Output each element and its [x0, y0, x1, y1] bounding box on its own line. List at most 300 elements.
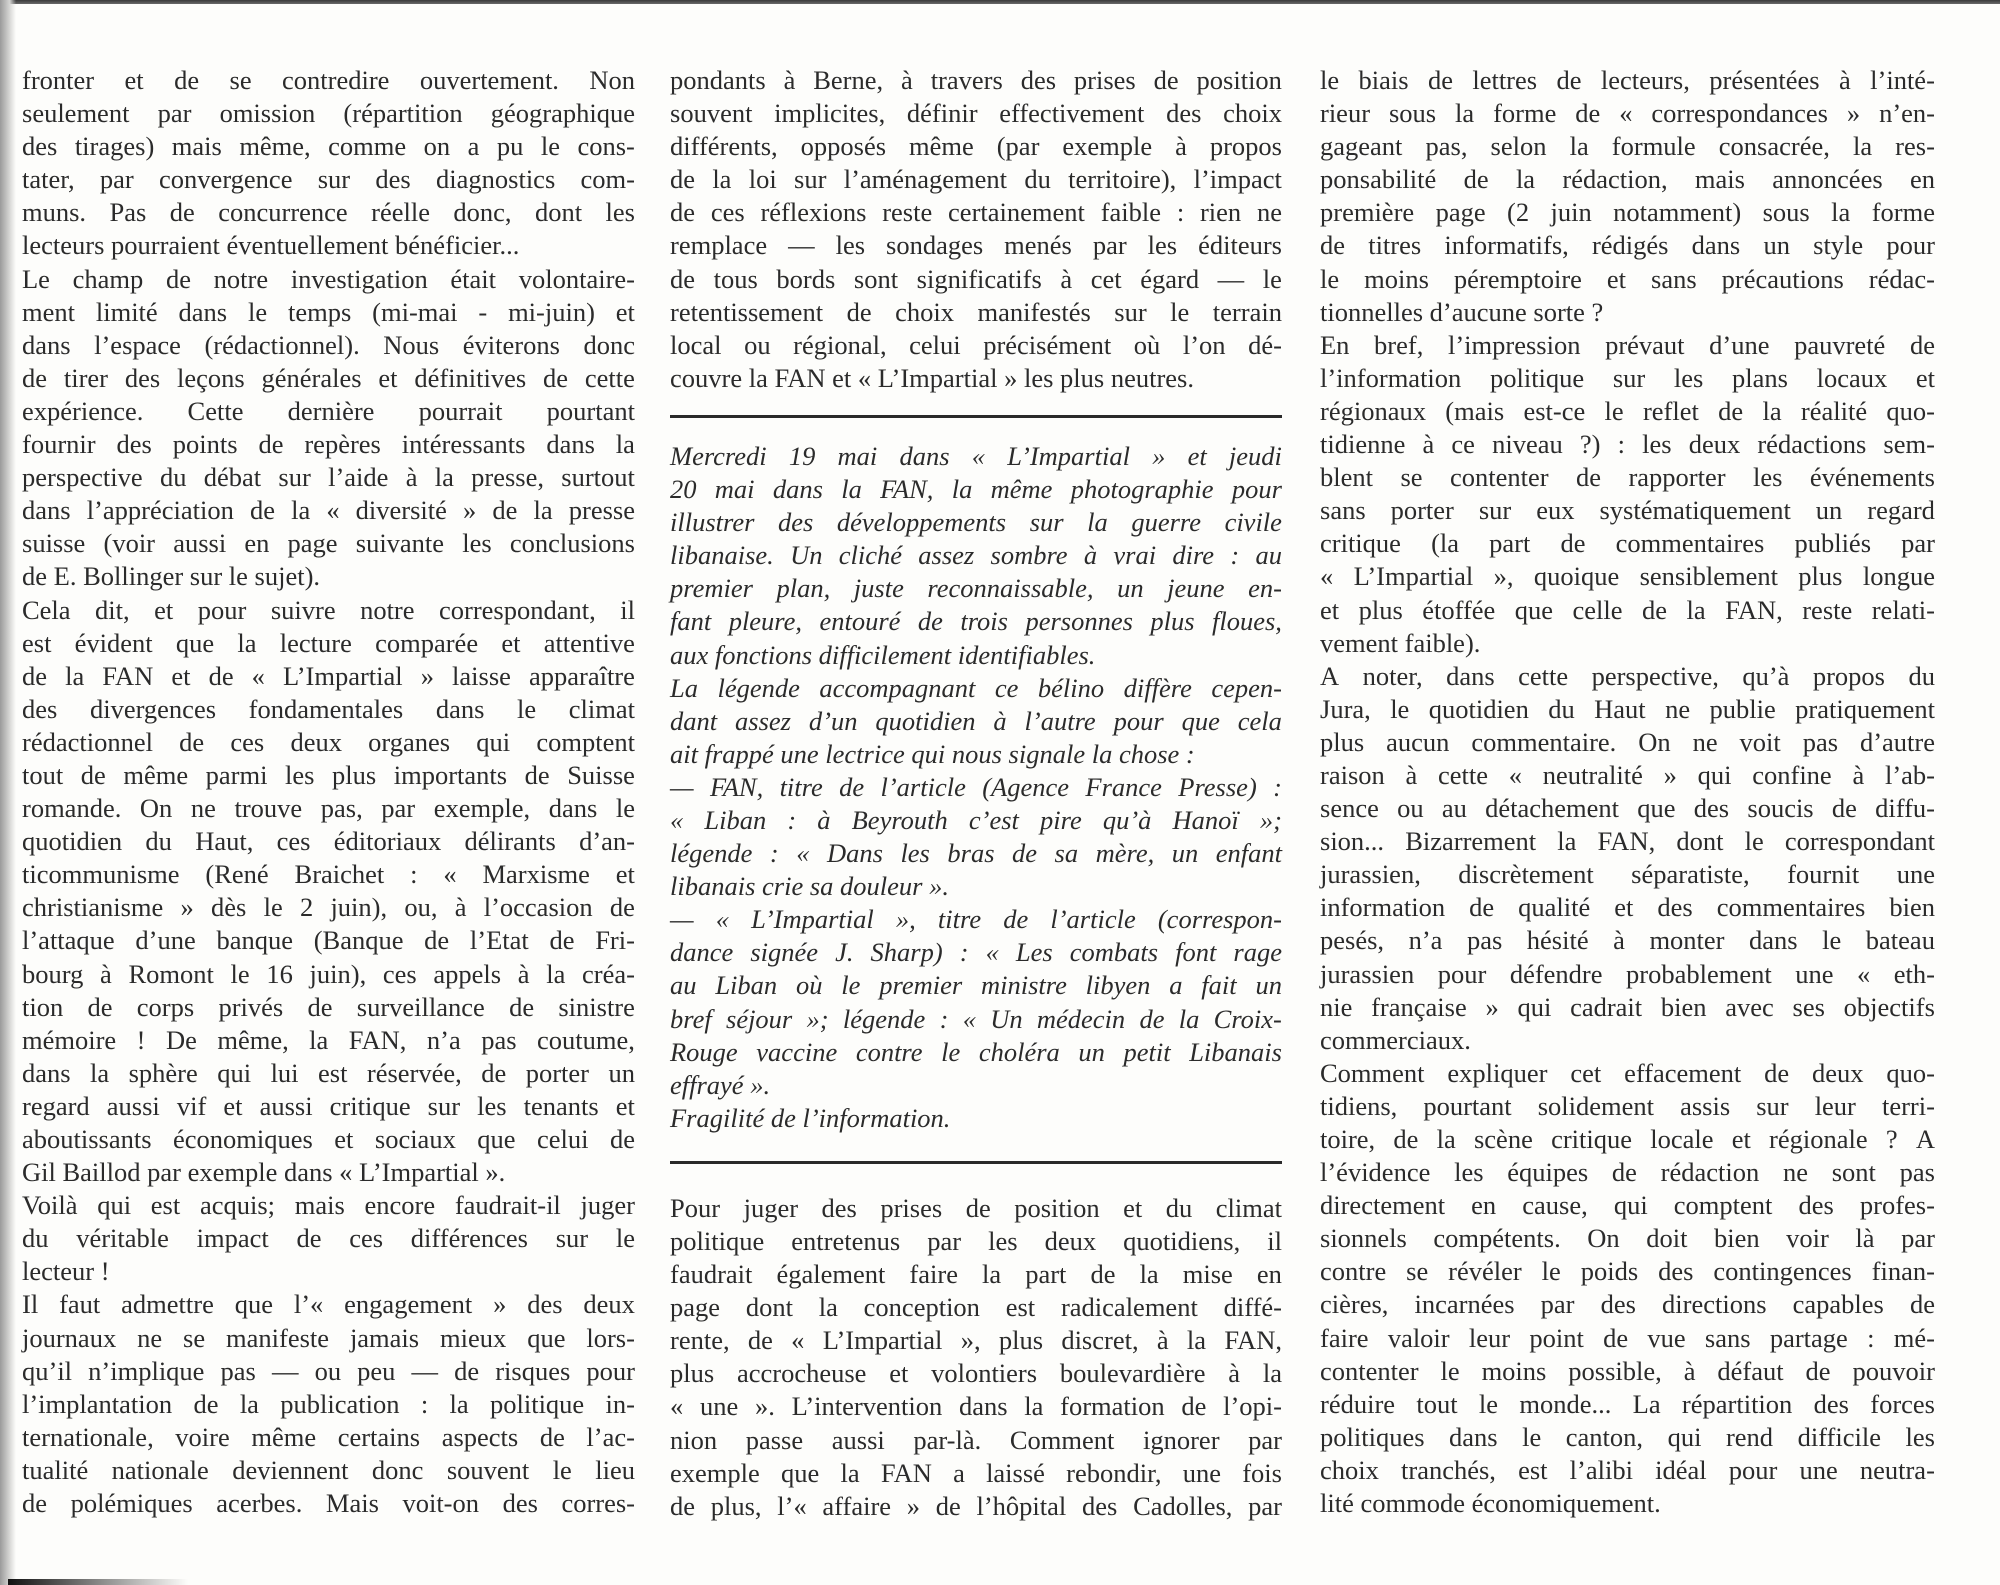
word: :: [420, 1388, 429, 1419]
text-line: [22, 130, 635, 163]
word: sem-: [1883, 429, 1935, 460]
word: sa: [1054, 838, 1079, 869]
word: Dans: [826, 838, 883, 869]
word: l’impact: [1193, 164, 1282, 195]
word: de: [1611, 1157, 1637, 1188]
word: la: [434, 462, 454, 493]
word: deux: [583, 1289, 635, 1320]
word: cepen-: [1211, 672, 1282, 703]
scan-left-edge-shadow: [0, 0, 16, 1585]
word: »: [1846, 98, 1861, 129]
word: solidement: [1537, 1090, 1655, 1121]
word: l’opi-: [1223, 1391, 1282, 1422]
word: régional,: [793, 329, 887, 360]
word: floues,: [1212, 606, 1282, 637]
word: dernière: [287, 395, 375, 426]
word: on: [423, 131, 451, 162]
word: faire: [909, 1259, 958, 1290]
article-column-3: [1320, 64, 1935, 1520]
word: mais: [1694, 164, 1745, 195]
word: dé-: [1248, 329, 1282, 360]
text-line: [670, 870, 1282, 903]
word: le: [1744, 826, 1764, 857]
word: dans: [22, 495, 71, 526]
word: mère,: [1095, 838, 1155, 869]
word: le: [1390, 693, 1410, 724]
word: de: [1560, 528, 1586, 559]
word: «: [1320, 561, 1334, 592]
word: Non: [589, 65, 635, 95]
word: neutralité: [1542, 759, 1643, 790]
word: dans: [178, 296, 228, 327]
word: sont: [1831, 1157, 1876, 1188]
text-line-content: vement faible).: [1320, 627, 1481, 658]
word: neutra-: [1859, 1454, 1935, 1485]
word: des: [1658, 1256, 1694, 1287]
word: diversité: [355, 495, 447, 526]
word: (voir: [103, 528, 156, 559]
word: précisément: [983, 329, 1112, 360]
word: du: [145, 826, 172, 857]
word: entouré: [819, 606, 901, 637]
word: aucun: [1386, 726, 1450, 757]
word: (Agence: [982, 771, 1070, 802]
word: quo-: [1886, 1057, 1935, 1088]
word: éditoriaux: [333, 826, 442, 857]
word: de: [492, 495, 518, 526]
word: légende: [717, 672, 800, 703]
word: mais: [294, 1190, 345, 1221]
word: précautions: [1721, 263, 1844, 294]
word: bords: [776, 263, 836, 294]
word: plus,: [710, 1490, 762, 1521]
word: publiés: [1794, 528, 1872, 559]
word: pour: [1113, 705, 1164, 736]
word: dant: [670, 705, 718, 736]
word: monter: [1649, 925, 1725, 956]
word: publie: [1709, 693, 1776, 724]
word: l’information: [1320, 362, 1462, 393]
word: de: [208, 660, 234, 691]
word: faut: [59, 1289, 101, 1320]
word: n’implique: [88, 1355, 205, 1386]
word: corps: [136, 991, 195, 1022]
word: politique: [1489, 362, 1585, 393]
text-line: [670, 1390, 1282, 1423]
word: de: [670, 263, 696, 294]
word: étoffée: [1422, 594, 1496, 625]
text-line: [22, 1388, 635, 1421]
word: radicalement: [1060, 1292, 1198, 1323]
word: finan-: [1871, 1256, 1935, 1287]
word: juste: [853, 573, 904, 604]
text-line: [1320, 428, 1935, 461]
text-line: [22, 1288, 635, 1321]
word: des: [1813, 1388, 1849, 1419]
word: bien: [1714, 1223, 1760, 1254]
word: dans: [772, 474, 823, 505]
scan-top-border: [0, 0, 2000, 4]
word: est: [1005, 1292, 1036, 1323]
word: sous: [1762, 197, 1810, 228]
word: l’évidence: [1320, 1157, 1431, 1188]
word: rente,: [670, 1325, 730, 1356]
word: temps: [287, 296, 352, 327]
word: présentées: [1709, 65, 1820, 95]
word: bateau: [1865, 925, 1935, 956]
word: de: [670, 1490, 696, 1521]
text-line: [670, 1357, 1282, 1390]
word: critique: [329, 1090, 411, 1121]
word: :: [1176, 197, 1185, 228]
word: profes-: [1859, 1190, 1935, 1221]
word: «: [796, 838, 810, 869]
word: le: [1170, 296, 1190, 327]
word: des: [502, 1488, 538, 1519]
word: et: [154, 594, 174, 625]
word: guerre: [1131, 507, 1201, 538]
word: la: [1087, 507, 1108, 538]
word: contenter: [1449, 462, 1549, 493]
word: bélino: [1037, 672, 1105, 703]
word: pratiquement: [1795, 693, 1935, 724]
word: de: [539, 1421, 565, 1452]
word: jurassien,: [1320, 859, 1421, 890]
word: Les: [1015, 937, 1053, 968]
word: surtout: [561, 462, 635, 493]
word: appels: [433, 958, 502, 989]
word: Beyrouth: [851, 804, 948, 835]
word: rebondir,: [1066, 1457, 1162, 1488]
word: cons-: [577, 131, 635, 162]
word: voir: [1786, 1223, 1829, 1254]
word: doit: [1646, 1223, 1688, 1254]
text-line: [670, 229, 1282, 262]
word: contredire: [282, 65, 390, 95]
word: remplace: [670, 230, 768, 261]
word: libanaise.: [670, 540, 774, 571]
word: mise: [1182, 1259, 1233, 1290]
word: position: [1014, 1192, 1100, 1223]
word: notamment): [1613, 197, 1742, 228]
word: l’espace: [94, 329, 181, 360]
word: commentaire.: [1471, 726, 1617, 757]
word: que: [780, 1457, 820, 1488]
word: légende: [842, 1003, 926, 1034]
word: opposés: [800, 131, 887, 162]
word: limité: [95, 296, 158, 327]
word: petit: [1123, 1036, 1171, 1067]
word: comme: [328, 131, 407, 162]
word: tirages): [74, 131, 155, 162]
word: les: [988, 1226, 1018, 1256]
word: par: [927, 1226, 962, 1256]
text-line: [22, 1322, 635, 1355]
text-line: [22, 1255, 635, 1288]
word: premier: [670, 573, 753, 604]
word: journaux: [22, 1322, 117, 1353]
word: ne: [137, 1322, 163, 1353]
word: ne: [1665, 693, 1691, 724]
word: plus: [1320, 726, 1365, 757]
word: faible: [1100, 197, 1162, 228]
word: est: [1518, 1454, 1548, 1485]
word: «: [326, 495, 340, 526]
text-line: [670, 440, 1282, 473]
word: »: [1152, 440, 1166, 471]
word: que: [1637, 793, 1676, 824]
word: commentaires: [1615, 528, 1765, 559]
text-line: [670, 969, 1282, 1002]
word: directement: [1320, 1190, 1446, 1221]
word: réduire: [1320, 1388, 1396, 1419]
word: »,: [1493, 561, 1514, 592]
word: diagnostics: [436, 164, 556, 195]
word: de: [1003, 904, 1029, 935]
word: définitives: [414, 362, 527, 393]
word: suisse: [22, 528, 86, 559]
word: sociaux: [374, 1124, 456, 1154]
word: réflexions: [760, 197, 867, 228]
word: il: [620, 594, 635, 625]
word: pour: [1728, 1454, 1778, 1485]
word: et: [1915, 362, 1935, 393]
word: vue: [1647, 1322, 1686, 1353]
word: de: [1831, 793, 1857, 824]
word: divergences: [89, 693, 217, 724]
word: équipes: [1507, 1157, 1589, 1188]
word: contre: [855, 1036, 923, 1067]
word: sans: [1320, 495, 1366, 526]
word: A: [1320, 660, 1340, 691]
word: où: [1133, 329, 1161, 360]
text-line-content: libanais crie sa douleur ».: [670, 871, 949, 902]
word: territoire),: [1068, 164, 1177, 195]
word: passe: [745, 1424, 804, 1455]
word: est: [22, 627, 52, 658]
word: réalité: [1800, 395, 1868, 426]
word: le: [1262, 263, 1282, 294]
word: En: [1320, 329, 1350, 360]
word: Pour: [670, 1192, 721, 1223]
word: polémiques: [70, 1488, 193, 1519]
word: ce: [994, 672, 1019, 703]
word: »: [1485, 991, 1499, 1022]
word: laissé: [986, 1457, 1045, 1488]
word: lecteurs,: [1600, 65, 1690, 95]
word: les: [1753, 462, 1783, 493]
text-line: [22, 362, 635, 395]
word: confine: [1752, 759, 1832, 790]
word: l’aménagement: [843, 164, 1008, 195]
word: souvent: [446, 1454, 530, 1485]
word: vif: [176, 1090, 207, 1121]
word: de: [296, 1223, 322, 1254]
word: locaux: [1816, 362, 1888, 393]
text-line-content: lité commode économiquement.: [1320, 1488, 1661, 1519]
word: à: [1156, 1325, 1169, 1356]
word: apparaître: [528, 660, 635, 691]
word: significatifs: [916, 263, 1042, 294]
word: défaut: [1717, 1355, 1784, 1386]
word: le: [941, 1036, 961, 1067]
text-line-content: ait frappé une lectrice qui nous signale la chose :: [670, 738, 1195, 769]
text-line: [22, 64, 635, 97]
text-line: [22, 395, 635, 428]
word: pourtant: [1423, 1090, 1512, 1121]
word: part: [1489, 528, 1531, 559]
word: pourtant: [546, 395, 635, 426]
word: peu: [357, 1355, 396, 1386]
word: blent: [1320, 462, 1373, 493]
word: FAN,: [1725, 594, 1783, 625]
text-line: [22, 296, 635, 329]
word: forme: [1871, 197, 1935, 228]
word: qu’à: [1742, 660, 1790, 691]
text-line: [670, 362, 1282, 395]
text-line: [1320, 1189, 1935, 1222]
word: c’est: [968, 804, 1019, 835]
word: FAN,: [348, 1024, 407, 1055]
word: et: [378, 362, 398, 393]
word: régionaux: [1320, 395, 1426, 426]
word: dans: [22, 329, 71, 360]
word: mi-juin): [508, 296, 595, 327]
text-line: [22, 594, 635, 627]
text-line: [1320, 924, 1935, 957]
word: de: [1764, 1057, 1790, 1088]
word: monde...: [1519, 1388, 1612, 1419]
word: séparatiste,: [1631, 859, 1750, 890]
word: fronter: [22, 65, 95, 95]
text-line: [1320, 64, 1935, 97]
text-line: [1320, 1156, 1935, 1189]
word: Nous: [383, 329, 440, 360]
word: pesés,: [1320, 925, 1385, 956]
word: selon: [1490, 131, 1547, 162]
word: voire: [175, 1421, 230, 1452]
word: —: [670, 771, 694, 802]
word: à: [901, 65, 913, 95]
word: deux: [1044, 1226, 1097, 1256]
word: qu’il: [22, 1355, 73, 1386]
word: les: [462, 528, 492, 559]
word: se: [183, 1322, 206, 1353]
text-line-content: de E. Bollinger sur le sujet).: [22, 561, 321, 592]
word: et: [1187, 440, 1207, 471]
text-line: [1320, 1421, 1935, 1454]
word: De: [165, 1024, 197, 1055]
word: créa-: [582, 958, 635, 989]
word: un: [608, 1057, 635, 1088]
word: les: [1905, 1421, 1935, 1452]
word: l’implantation: [22, 1388, 173, 1419]
text-line-content: lecteur !: [22, 1256, 110, 1287]
word: le: [1822, 925, 1842, 956]
word: dans: [22, 1057, 71, 1088]
word: éviterons: [462, 329, 560, 360]
word: ou: [1397, 793, 1424, 824]
word: ?: [1885, 1124, 1898, 1154]
word: noter,: [1362, 660, 1423, 691]
word: ignorer: [1143, 1424, 1220, 1455]
word: terri-: [1881, 1090, 1935, 1121]
text-line-content: couvre la FAN et « L’Impartial » les plus neutres.: [670, 362, 1194, 393]
word: sondages: [886, 230, 984, 261]
word: le: [1522, 1421, 1542, 1452]
word: l’hôpital: [976, 1490, 1067, 1521]
word: :: [959, 937, 969, 968]
word: pas: [1466, 925, 1503, 956]
word: »: [906, 1490, 921, 1521]
column-2-text-bottom: [670, 1192, 1282, 1523]
word: de: [80, 759, 106, 790]
text-line: [22, 1189, 635, 1222]
word: champ: [72, 263, 144, 294]
text-line: [22, 196, 635, 229]
word: cette: [1518, 660, 1569, 691]
word: leur: [1814, 1090, 1856, 1121]
word: locale: [1650, 1124, 1714, 1154]
word: deux: [1812, 1057, 1864, 1088]
word: forces: [1870, 1388, 1935, 1419]
word: La: [670, 672, 698, 703]
word: a: [953, 1457, 965, 1488]
word: pu: [496, 131, 524, 162]
text-line: [22, 858, 635, 891]
text-line: [1320, 891, 1935, 924]
word: pour: [1231, 474, 1282, 505]
text-line: [1320, 527, 1935, 560]
word: points: [172, 429, 238, 460]
word: ses: [1792, 991, 1825, 1022]
word: climat: [568, 693, 635, 724]
word: et: [334, 1124, 354, 1154]
word: «: [1508, 759, 1523, 790]
word: publication: [280, 1388, 400, 1419]
word: le: [615, 793, 635, 824]
word: suivre: [270, 594, 336, 625]
word: pour: [586, 1355, 635, 1386]
word: le: [1320, 65, 1340, 95]
text-line: [670, 1003, 1282, 1036]
word: ticommunisme: [22, 859, 180, 890]
word: photographie: [1070, 474, 1214, 505]
word: sence: [1320, 793, 1379, 824]
word: la: [1831, 197, 1851, 228]
text-line: [670, 196, 1282, 229]
word: assis: [1680, 1090, 1731, 1121]
word: attentive: [543, 627, 635, 658]
word: pas: [481, 1024, 517, 1055]
word: l’aide: [328, 462, 389, 493]
text-line: [670, 1291, 1282, 1324]
word: libyen: [1085, 970, 1151, 1001]
text-line: [670, 572, 1282, 605]
word: L’Impartial: [282, 660, 403, 691]
word: pas: [1899, 1157, 1935, 1188]
word: à: [783, 65, 796, 95]
word: ou,: [404, 892, 438, 923]
word: local: [670, 329, 722, 360]
word: (rédactionnel).: [204, 329, 360, 360]
word: sionnels: [1320, 1223, 1407, 1254]
word: de: [1320, 230, 1346, 261]
word: notre: [360, 594, 415, 625]
word: lui: [270, 1057, 299, 1088]
word: les: [900, 838, 930, 869]
text-line: [22, 1454, 635, 1487]
